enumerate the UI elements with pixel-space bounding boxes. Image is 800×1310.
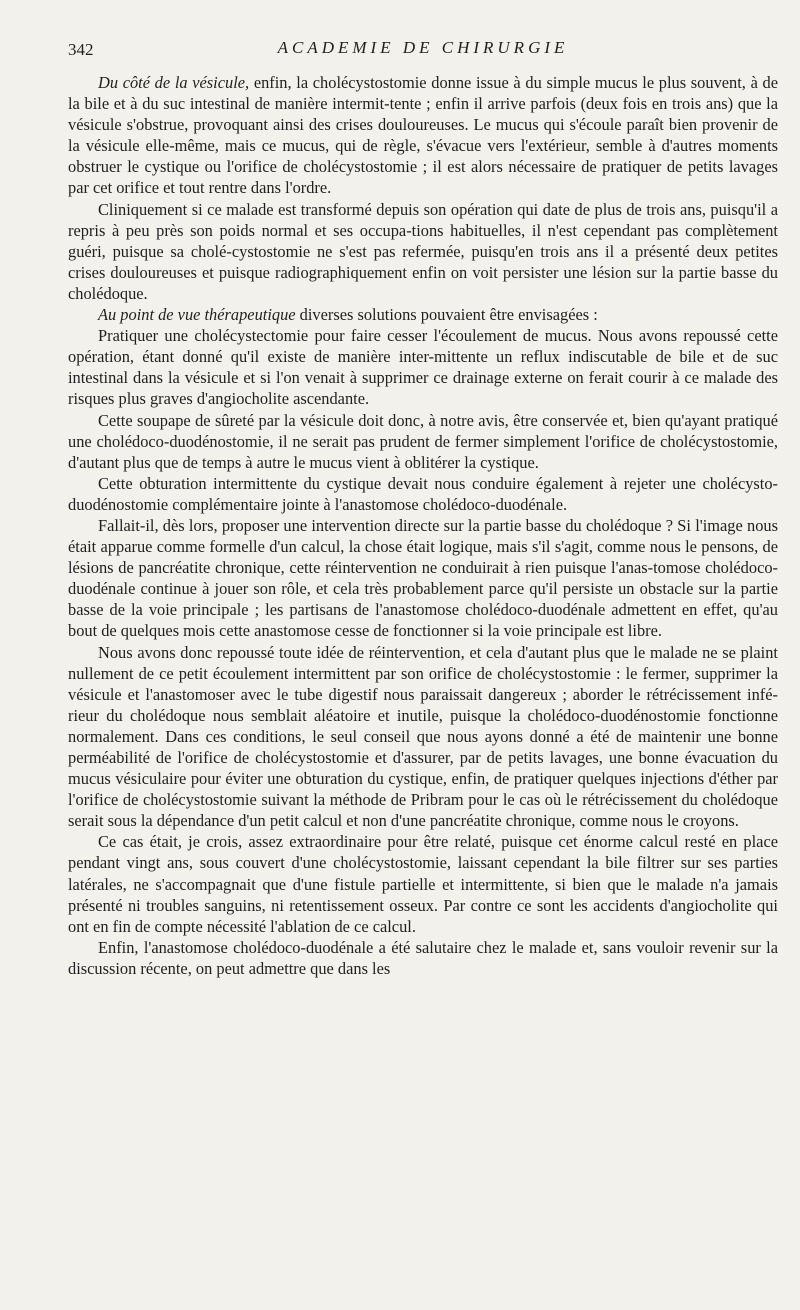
- paragraph-text: enfin, la cholécystostomie donne issue à du simple mucus le plus souvent, à de la bile et à du suc intestinal de manière intermit-tente ; enfin il arrive parfois (deux fois en trois ans) que la vésicule s'obstrue, provoquant ainsi des crises douloureuses. Le mucus qui s'écoule paraît bien provenir de la vésicule elle-même, mais ce mucus, qui de règle, s'évacue vers l'extérieur, semble à d'autres moments obstruer le cystique ou l'orifice de cholécystostomie ; il est alors nécessaire de pratiquer de petits lavages par cet orifice et tout rentre dans l'ordre.: [68, 73, 778, 198]
- page-header: [68, 36, 778, 62]
- paragraph-text: Pratiquer une cholécystectomie pour faire cesser l'écoulement de mucus. Nous avons repoussé cette opération, étant donné qu'il existe de manière inter-mittente un reflux indiscutable de bile et de suc intestinal dans la vésicule et si l'on venait à supprimer ce drainage externe on ferait courir à ce malade des risques plus graves d'angiocholite ascendante.: [68, 326, 778, 409]
- paragraph: [68, 473, 778, 515]
- paragraph-text: diverses solutions pouvaient être envisagées :: [295, 305, 598, 325]
- page-number: 342: [68, 40, 94, 59]
- italic-lead: Au point de vue thérapeutique: [98, 305, 296, 325]
- paragraph: [68, 937, 778, 979]
- paragraph: [68, 831, 778, 936]
- paragraph-text: Nous avons donc repoussé toute idée de réintervention, et cela d'autant plus que le malade ne se plaint nullement de ce petit écoulement intermittent par son orifice de cholécystostomie : le fermer, supprimer la vésicule et l'anastomoser avec le tube digestif nous paraissait dangereux ; aborder le rétrécissement infé-rieur du cholédoque nous semblait aléatoire et inutile, puisque la cholédoco-duodénostomie fonctionne normalement. Dans ces conditions, le seul conseil que nous ayons donné a été de maintenir une bonne perméabilité de l'orifice de cholécystostomie et d'assurer, par de petits lavages, une bonne évacuation du mucus vésiculaire pour éviter une obturation du cystique, enfin, de pratiquer quelques injections d'éther par l'orifice de cholécystostomie suivant la méthode de Pribram pour le cas où le rétrécissement du cholédoque serait sous la dépendance d'un petit calcul et non d'une pancréatite chronique, comme nous le croyons.: [68, 642, 778, 831]
- paragraph-text: Enfin, l'anastomose cholédoco-duodénale a été salutaire chez le malade et, sans vouloir revenir sur la discussion récente, on peut admettre que dans les: [68, 937, 778, 978]
- paragraph-text: Cliniquement si ce malade est transformé depuis son opération qui date de plus de trois ans, puisqu'il a repris à peu près son poids normal et ses occupa-tions habituelles, il n'est cependant pas complètement guéri, puisque sa cholé-cystostomie ne s'est pas refermée, puisqu'en trois ans il a présenté deux petites crises douloureuses et puisque radiographiquement enfin on voit persister une lésion sur la partie basse du cholédoque.: [68, 199, 778, 303]
- paragraph: [68, 199, 778, 304]
- paragraph: [68, 515, 778, 642]
- paragraph: [68, 72, 778, 199]
- paragraph-text: Fallait-il, dès lors, proposer une intervention directe sur la partie basse du cholédoque ? Si l'image nous était apparue comme formelle d'un calcul, la chose était logique, mais s'il s'agit, comme nous le pensons, de lésions de pancréatite chronique, cette réintervention ne conduirait à rien puisque l'anas-tomose cholédoco-duodénale continue à jouer son rôle, et cela très probablement parce qu'il persiste un obstacle sur la partie basse de la voie principale ; les partisans de l'anastomose cholédoco-duodénale admettent en effet, qu'au bout de quelques mois cette anastomose cesse de fonctionner si la voie principale est libre.: [68, 515, 778, 641]
- paragraph: [68, 642, 778, 832]
- paragraph-text: Cette obturation intermittente du cystique devait nous conduire également à rejeter une cholécysto-duodénostomie complémentaire jointe à l'anastomose cholédoco-duodénale.: [68, 473, 778, 514]
- running-title: ACADEMIE DE CHIRURGIE: [277, 38, 569, 57]
- paragraph-text: Cette soupape de sûreté par la vésicule doit donc, à notre avis, être conservée et, bien qu'ayant pratiqué une cholédoco-duodénostomie, il ne serait pas prudent de fermer simplement l'orifice de cholécystostomie, d'autant plus que de temps à autre le mucus vient à oblitérer la cystique.: [68, 410, 778, 472]
- italic-lead: Du côté de la vésicule,: [98, 73, 250, 92]
- paragraph: [68, 325, 778, 409]
- paragraph-text: Ce cas était, je crois, assez extraordinaire pour être relaté, puisque cet énorme calcul resté en place pendant vingt ans, sous couvert d'une cholécystostomie, laissant cependant la bile filtrer sur ses parties latérales, ne s'accompagnait que d'une fistule partielle et intermittente, si bien que le malade n'a jamais présenté ni troubles sanguins, ni retentissement osseux. Par contre ce sont les accidents d'angiocholite qui ont en fin de compte nécessité l'ablation de ce calcul.: [68, 832, 778, 936]
- paragraph: [68, 304, 778, 325]
- paragraph: [68, 410, 778, 473]
- body-text: [68, 72, 778, 979]
